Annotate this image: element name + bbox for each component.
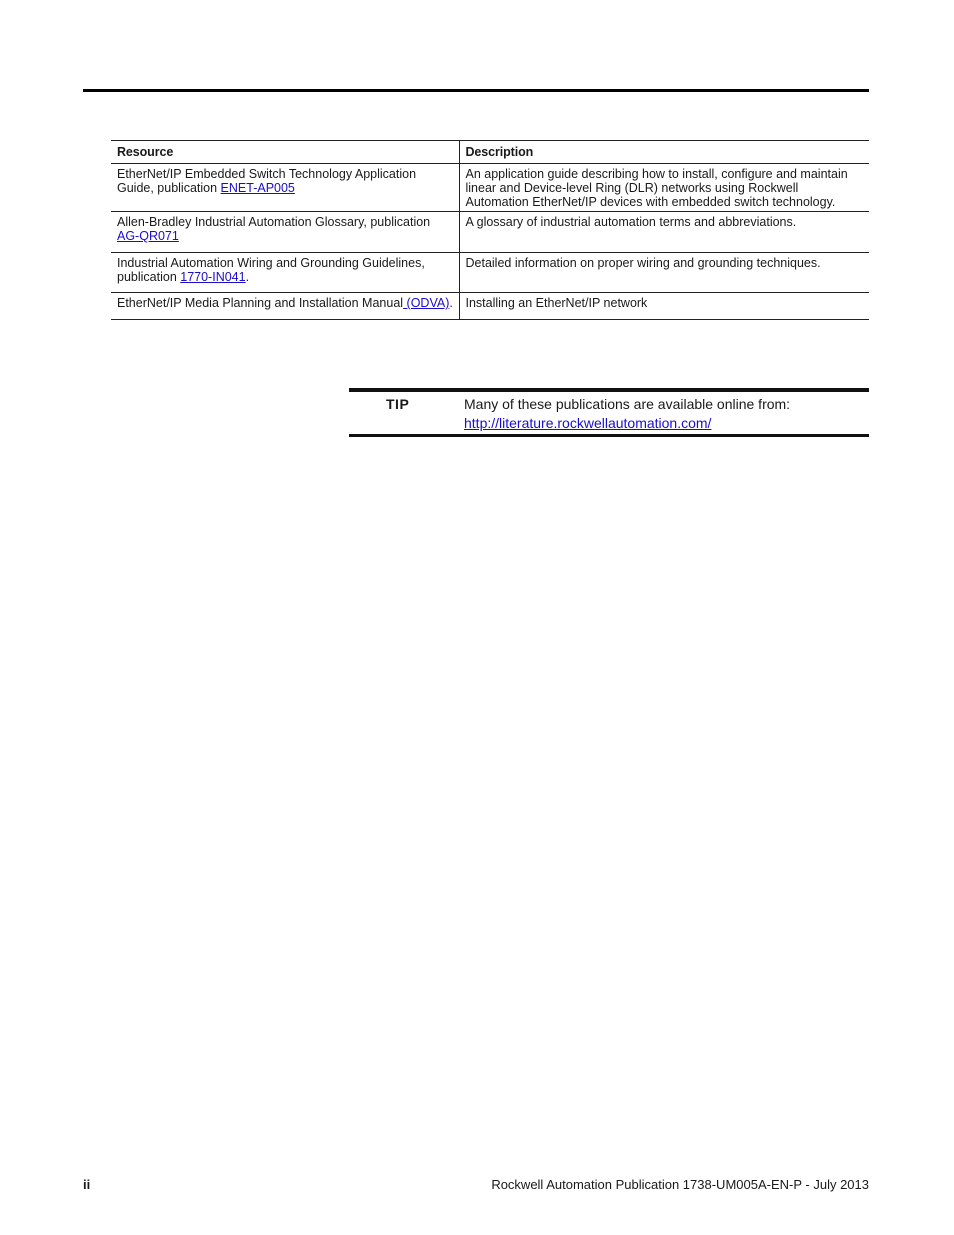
- resource-cell: [111, 212, 459, 253]
- description-cell: Installing an EtherNet/IP network: [459, 293, 869, 320]
- resource-text: Allen-Bradley Industrial Automation Glossary, publication: [117, 215, 431, 229]
- resource-suffix: .: [449, 296, 453, 310]
- resources-table: [111, 140, 869, 320]
- tip-label: TIP: [386, 396, 410, 412]
- resource-link[interactable]: 1770-IN041: [180, 270, 246, 284]
- resource-cell: [111, 293, 459, 320]
- resource-link[interactable]: AG-QR071: [117, 229, 179, 243]
- page-number: ii: [83, 1177, 91, 1192]
- footer-publication: Rockwell Automation Publication 1738-UM005A-EN-P - July 2013: [491, 1177, 869, 1192]
- table-header-row: [111, 141, 869, 164]
- resource-link[interactable]: ENET-AP005: [220, 181, 295, 195]
- table-row: [111, 293, 869, 320]
- column-header-description: Description: [459, 141, 869, 164]
- description-cell: A glossary of industrial automation terms and abbreviations.: [459, 212, 869, 253]
- resource-link[interactable]: (ODVA): [403, 296, 450, 310]
- tip-literature-link[interactable]: http://literature.rockwellautomation.com/: [464, 415, 712, 431]
- column-header-resource: Resource: [111, 141, 459, 164]
- description-cell: An application guide describing how to install, configure and maintain linear and Device-level Ring (DLR) networks using Rockwell Automation EtherNet/IP devices with embedded switch technology.: [459, 164, 869, 212]
- table-row: [111, 164, 869, 212]
- resource-text: Industrial Automation Wiring and Grounding Guidelines, publication: [117, 256, 425, 284]
- tip-box: [349, 388, 869, 437]
- header-rule: [83, 89, 869, 92]
- resource-text: EtherNet/IP Embedded Switch Technology Application Guide, publication: [117, 167, 417, 195]
- resource-text: EtherNet/IP Media Planning and Installation Manual: [117, 296, 404, 310]
- tip-text-block: [464, 395, 864, 433]
- tip-text: Many of these publications are available online from:: [464, 396, 791, 412]
- table-row: [111, 253, 869, 293]
- resource-suffix: .: [245, 270, 250, 284]
- resource-cell: [111, 164, 459, 212]
- resource-cell: [111, 253, 459, 293]
- description-cell: Detailed information on proper wiring and grounding techniques.: [459, 253, 869, 293]
- table-row: [111, 212, 869, 253]
